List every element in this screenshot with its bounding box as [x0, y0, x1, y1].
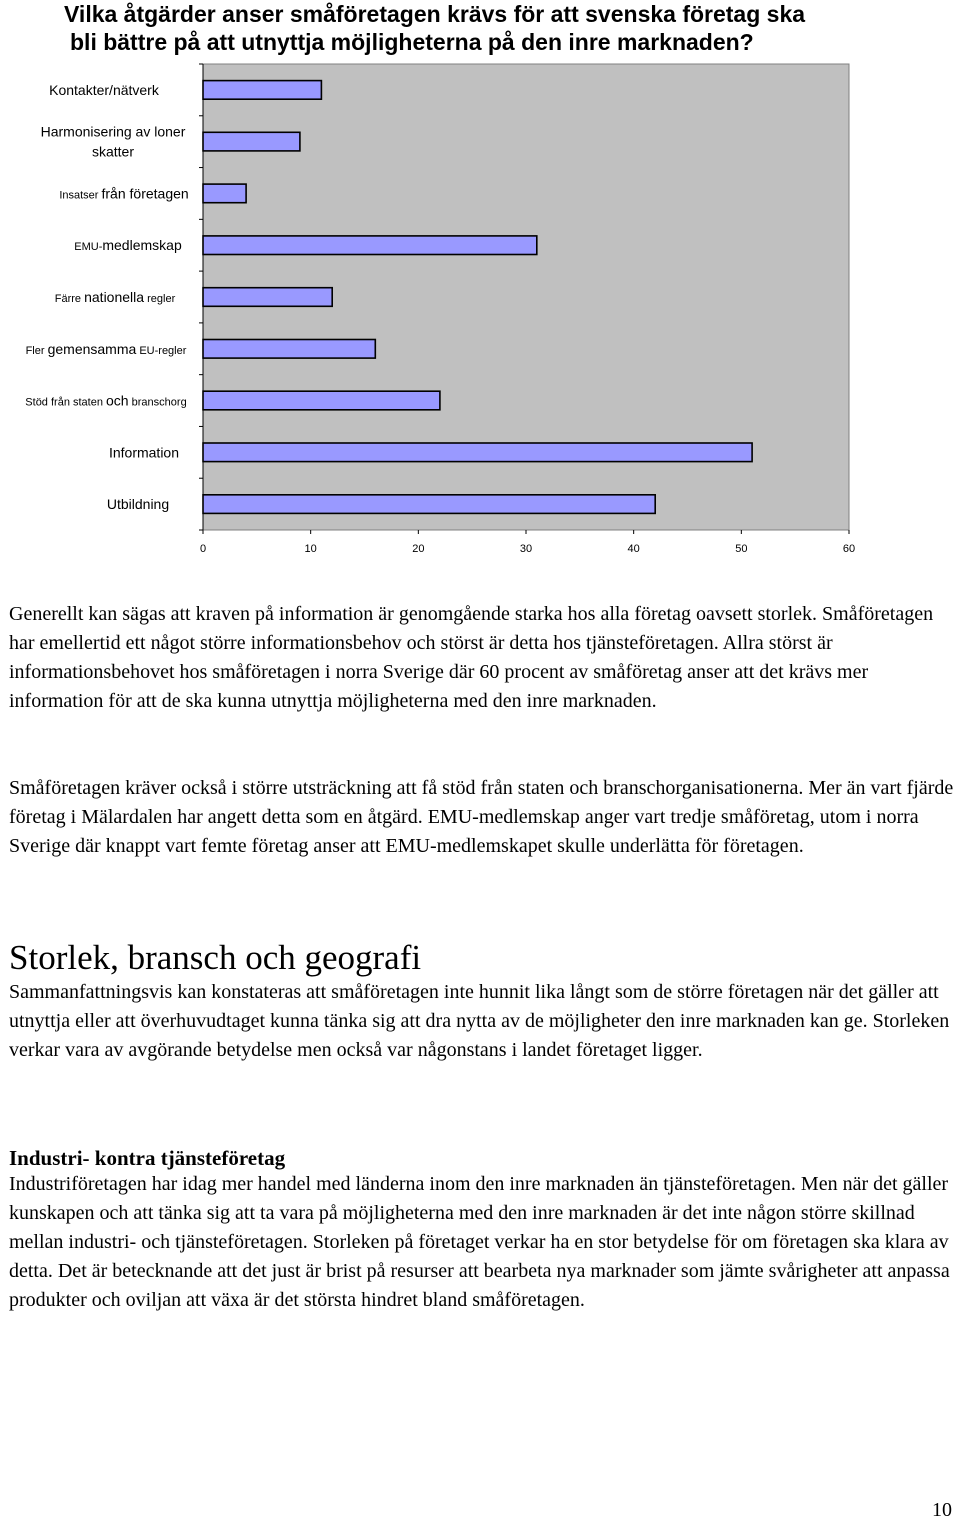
category-label: Stöd från staten och branschorg — [25, 392, 187, 409]
value-tick-label: 30 — [519, 543, 533, 555]
category-label: Kontakter/nätverk — [49, 81, 159, 98]
value-tick-label: 0 — [199, 543, 207, 555]
bar — [203, 132, 300, 151]
category-label: EMU-medlemskap — [74, 237, 182, 254]
paragraph-state-support: Småföretagen kräver också i större utsträckning att få stöd från staten och branschorganisationerna. Mer än vart fjärde företag i Mälardalen har angett detta som en åtgärd. EMU-medlemskap anger vart tredje småföretag, utom i norra Sverige där knappt vart femte företag anser att EMU-medlemskapet skulle underlätta för företagen. — [9, 777, 954, 857]
bar — [203, 391, 440, 410]
category-label: skatter — [91, 143, 135, 160]
bar — [203, 184, 246, 203]
value-axis — [200, 530, 855, 555]
category-labels — [25, 82, 188, 512]
bar — [203, 81, 321, 100]
section-heading: Storlek, bransch och geografi — [9, 938, 422, 977]
value-tick-label: 60 — [842, 543, 856, 555]
category-label: Information — [108, 444, 180, 461]
paragraph-summary: Sammanfattningsvis kan konstateras att småföretagen inte hunnit lika långt som de större företagen när det gäller att utnyttja eller att överhuvudtaget kunna tänka sig att dra nytta av de möjligheter den inre marknaden kan ge. Storleken verkar vara av avgörande betydelse men också var någonstans i landet företaget ligger. — [9, 981, 950, 1061]
bar — [203, 443, 752, 462]
category-label: Harmonisering av loner — [40, 123, 186, 140]
category-label: Utbildning — [106, 496, 170, 513]
value-tick-label: 10 — [304, 543, 317, 555]
bar-chart — [0, 0, 960, 590]
value-tick-label: 20 — [412, 543, 425, 555]
value-tick-label: 50 — [735, 543, 748, 555]
subsection-heading: Industri- kontra tjänsteföretag — [9, 1146, 286, 1170]
heading-line-2: bli bättre på att utnyttja möjligheterna på den inre marknaden? — [70, 29, 754, 55]
paragraph-information-demand: Generellt kan sägas att kraven på information är genomgående starka hos alla företag oavsett storlek. Småföretagen har emellertid ett något större informationsbehov och störst är detta hos tjänsteföretagen. Allra störst är informationsbehovet hos småföretagen i norra Sverige där 60 procent av småföretag anser att det krävs mer information för att de ska kunna utnyttja möjligheterna med den inre marknaden. — [9, 603, 934, 712]
category-label: Fler gemensamma EU-regler — [25, 340, 187, 357]
heading-line-1: Vilka åtgärder anser småföretagen krävs för att svenska företag ska — [64, 1, 806, 27]
category-label: Färre nationella regler — [54, 289, 176, 305]
bar — [203, 340, 375, 359]
paragraph-industry-vs-service: Industriföretagen har idag mer handel med länderna inom den inre marknaden än tjänsteföretagen. Men när det gäller kunskapen och att tänka sig att ta vara på möjligheterna med den inre marknaden är det inte någon större skillnad mellan industri- och tjänsteföretagen. Storleken på företaget verkar ha en stor betydelse för om företagen ska klara av detta. Det är betecknande att det just är brist på resurser att bearbeta nya marknader som jämte svårigheter att anpassa produkter och oviljan att växa är det största hindret bland småföretagen. — [9, 1173, 950, 1311]
bar — [203, 495, 655, 514]
bar — [203, 236, 537, 255]
value-tick-label: 40 — [627, 543, 640, 555]
category-label: Insatser från företagen — [59, 185, 189, 202]
bar — [203, 288, 332, 307]
page-number: 10 — [932, 1499, 952, 1521]
